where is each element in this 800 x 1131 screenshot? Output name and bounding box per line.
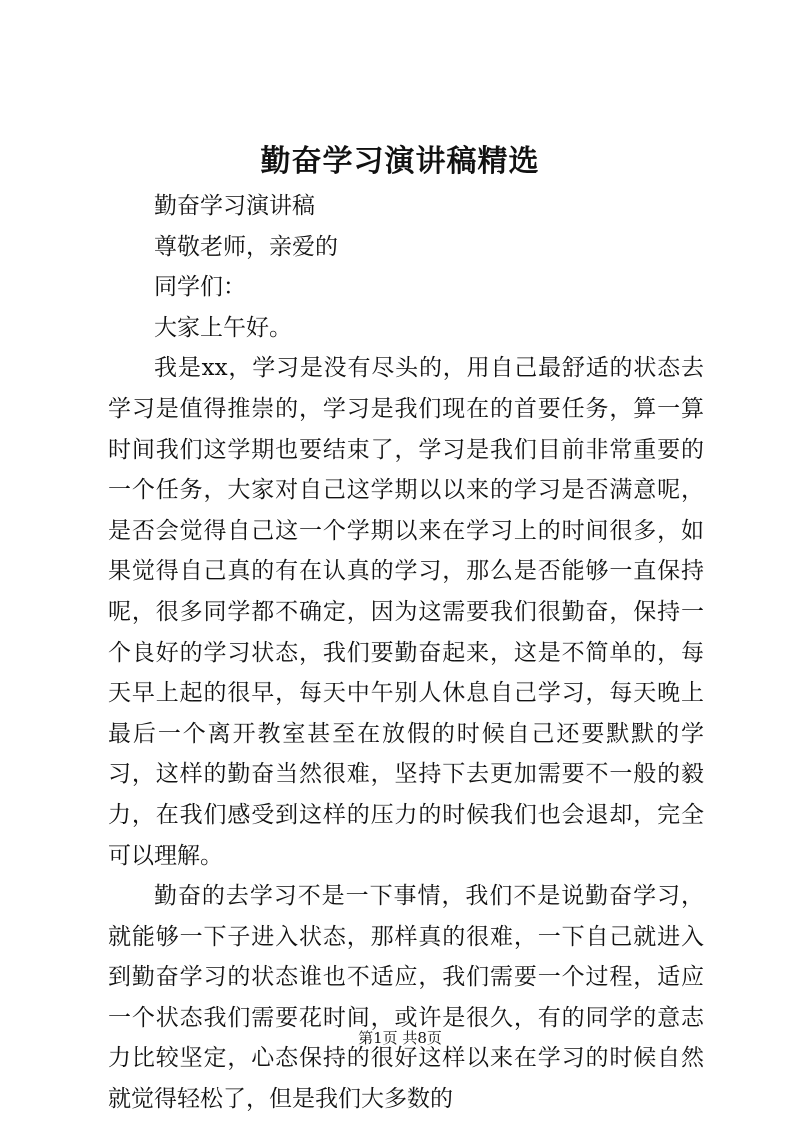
paragraph-salutation-cont: 同学们： — [154, 274, 246, 301]
document-title: 勤奋学习演讲稿精选 — [260, 144, 540, 179]
page-footer: 第1页 共8页 — [358, 1029, 442, 1047]
paragraph-speech-heading: 勤奋学习演讲稿 — [154, 193, 315, 219]
paragraph-body-2: 勤奋的去学习不是一下事情，我们不是说勤奋学习，就能够一下子进入状态，那样真的很难，一下自己就进入到勤奋学习的状态谁也不适应，我们需要一个过程，适应一个状态我们需要花时间，或许是很久，有的同学的意志力比较坚定，心态保持的很好这样以来在学习的时候自然就觉得轻松了，但是我们大多数的 — [108, 883, 704, 1113]
paragraph-body-1: 我是xx，学习是没有尽头的，用自己最舒适的状态去学习是值得推崇的，学习是我们现在的首要任务，算一算时间我们这学期也要结束了，学习是我们目前非常重要的一个任务，大家对自己这学期以以来的学习是否满意呢，是否会觉得自己这一个学期以来在学习上的时间很多，如果觉得自己真的有在认真的学习，那么是否能够一直保持呢，很多同学都不确定，因为这需要我们很勤奋，保持一个良好的学习状态，我们要勤奋起来，这是不简单的，每天早上起的很早，每天中午别人休息自己学习，每天晚上最后一个离开教室甚至在放假的时候自己还要默默的学习，这样的勤奋当然很难，坚持下去更加需要不一般的毅力，在我们感受到这样的压力的时候我们也会退却，完全可以理解。 — [108, 355, 704, 869]
paragraph-salutation: 尊敬老师，亲爱的 — [154, 233, 338, 260]
paragraph-greeting: 大家上午好。 — [154, 314, 292, 341]
document-body — [108, 186, 704, 1120]
